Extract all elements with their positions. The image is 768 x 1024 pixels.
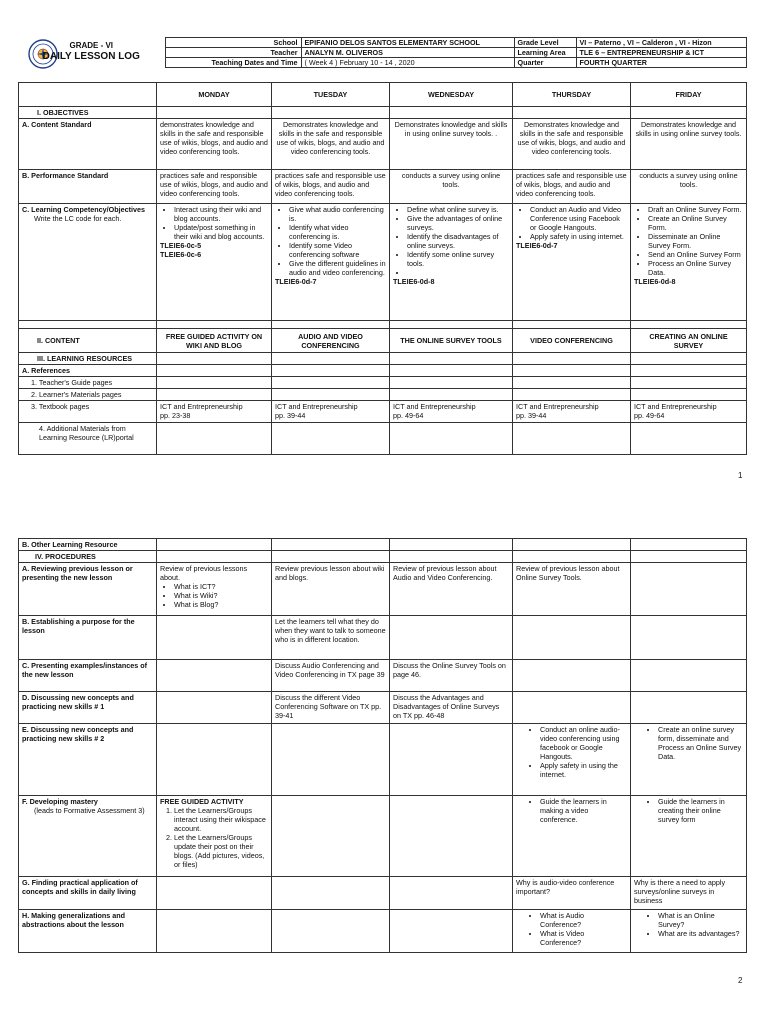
content-standard-mon: demonstrates knowledge and skills in the safe and responsible use of wikis, blogs, and audio and video conferencing tools. — [157, 119, 272, 170]
procedure-g-fri: Why is there a need to apply surveys/online surveys in business — [631, 877, 747, 910]
procedure-a-mon-text: Review of previous lessons about. — [160, 564, 248, 582]
procedure-a-wed: Review of previous lesson about Audio and Video Conferencing. — [390, 563, 513, 616]
grade-label: GRADE - VI — [69, 41, 114, 51]
list-item: • Apply safety in using internet. — [530, 232, 627, 241]
procedure-a-thu: Review of previous lesson about Online Survey Tools. — [513, 563, 631, 616]
list-item-empty — [407, 268, 509, 277]
list-item: 1. Let the Learners/Groups interact using their wikispace account. — [174, 806, 268, 833]
teachers-guide-label: 1. Teacher's Guide pages — [19, 377, 157, 389]
procedure-e-thu — [513, 724, 631, 796]
procedure-h-thu — [513, 910, 631, 953]
list-item: • Interact using their wiki and blog accounts. — [174, 205, 268, 223]
procedure-h-label: H. Making generalizations and abstractions about the lesson — [19, 910, 157, 953]
learning-area-label: Learning Area — [514, 48, 576, 58]
textbook-title: ICT and Entrepreneurship — [516, 402, 599, 411]
procedure-e-fri — [631, 724, 747, 796]
quarter-value: FOURTH QUARTER — [576, 58, 746, 68]
procedure-h-fri — [631, 910, 747, 953]
list-item: • Give what audio conferencing is. — [289, 205, 386, 223]
content-standard-fri: Demonstrates knowledge and skills in using online survey tools. — [631, 119, 747, 170]
procedure-a-tue: Review previous lesson about wiki and blogs. — [272, 563, 390, 616]
lc-code: TLEIE6-0d-8 — [393, 277, 435, 286]
textbook-title: ICT and Entrepreneurship — [160, 402, 243, 411]
competency-wed — [390, 204, 513, 321]
list-item: • What are its advantages? — [658, 929, 743, 938]
performance-standard-tue: practices safe and responsible use of wikis, blogs, and audio and video conferencing tools. — [272, 170, 390, 204]
competency-mon — [157, 204, 272, 321]
textbook-label: 3. Textbook pages — [19, 401, 157, 423]
procedures-label: IV. PROCEDURES — [19, 551, 157, 563]
lc-code: TLEIE6-0d-7 — [516, 241, 558, 250]
textbook-title: ICT and Entrepreneurship — [275, 402, 358, 411]
textbook-pages: pp. 39-44 — [275, 411, 306, 420]
list-item: • Draft an Online Survey Form. — [648, 205, 743, 214]
procedure-c-label: C. Presenting examples/instances of the new lesson — [19, 660, 157, 692]
procedure-b-label: B. Establishing a purpose for the lesson — [19, 616, 157, 660]
page-2 — [0, 530, 768, 1024]
list-item: • Guide the learners in creating their online survey form — [658, 797, 743, 824]
procedure-f-fri — [631, 796, 747, 877]
quarter-label: Quarter — [514, 58, 576, 68]
list-item: • Give the different guidelines in audio and video conferencing. — [289, 259, 386, 277]
list-item: • Process an Online Survey Data. — [648, 259, 743, 277]
list-item: 2. Let the Learners/Groups update their post on their blogs. (Add pictures, videos, or files) — [174, 833, 268, 869]
textbook-tue — [272, 401, 390, 423]
day-wednesday: WEDNESDAY — [390, 83, 513, 107]
lc-code: TLEIE6-0c-5 — [160, 241, 202, 250]
day-friday: FRIDAY — [631, 83, 747, 107]
additional-materials-label: 4. Additional Materials from Learning Resource (LR)portal — [19, 423, 157, 455]
content-fri: CREATING AN ONLINE SURVEY — [631, 329, 747, 353]
performance-standard-thu: practices safe and responsible use of wikis, blogs, and audio and video conferencing tools. — [513, 170, 631, 204]
textbook-mon — [157, 401, 272, 423]
competency-fri — [631, 204, 747, 321]
procedure-f-cell — [19, 796, 157, 877]
list-item: • Update/post something in their wiki and blog accounts. — [174, 223, 268, 241]
header-table — [18, 37, 747, 68]
dates-label: Teaching Dates and Time — [165, 58, 301, 68]
list-item: • Create an Online Survey Form. — [648, 214, 743, 232]
day-monday: MONDAY — [157, 83, 272, 107]
textbook-pages: pp. 49-64 — [634, 411, 665, 420]
list-item: • What is an Online Survey? — [658, 911, 743, 929]
competency-sub: Write the LC code for each. — [34, 214, 122, 223]
list-item: • What is Audio Conference? — [540, 911, 627, 929]
list-item: • Define what online survey is. — [407, 205, 509, 214]
list-item: • Guide the learners in making a video conference. — [540, 797, 627, 824]
learning-area-value: TLE 6 – ENTREPRENEURSHIP & ICT — [576, 48, 746, 58]
procedure-d-label: D. Discussing new concepts and practicing new skills # 1 — [19, 692, 157, 724]
competency-cell — [19, 204, 157, 321]
resources-label: III. LEARNING RESOURCES — [19, 353, 157, 365]
textbook-thu — [513, 401, 631, 423]
content-standard-thu: Demonstrates knowledge and skills in the safe and responsible use of wikis, blogs, and audio and video conferencing tools. — [513, 119, 631, 170]
textbook-title: ICT and Entrepreneurship — [393, 402, 476, 411]
list-item: • What is Blog? — [174, 600, 268, 609]
list-item: • What is Wiki? — [174, 591, 268, 600]
teacher-value: ANALYN M. OLIVEROS — [301, 48, 514, 58]
lc-code: TLEIE6-0d-8 — [634, 277, 676, 286]
day-tuesday: TUESDAY — [272, 83, 390, 107]
content-tue: AUDIO AND VIDEO CONFERENCING — [272, 329, 390, 353]
performance-standard-mon: practices safe and responsible use of wikis, blogs, and audio and video conferencing tools. — [157, 170, 272, 204]
procedure-d-tue: Discuss the different Video Conferencing Software on TX pp. 39-41 — [272, 692, 390, 724]
grade-level-label: Grade Level — [514, 38, 576, 48]
textbook-wed — [390, 401, 513, 423]
page-1 — [0, 0, 768, 490]
corner-cell — [19, 83, 157, 107]
procedure-e-label: E. Discussing new concepts and practicing new skills # 2 — [19, 724, 157, 796]
lesson-table-page1 — [18, 82, 747, 455]
document-title: DAILY LESSON LOG — [42, 51, 140, 63]
content-mon: FREE GUIDED ACTIVITY ON WIKI AND BLOG — [157, 329, 272, 353]
content-thu: VIDEO CONFERENCING — [513, 329, 631, 353]
competency-label: C. Learning Competency/Objectives — [22, 205, 146, 214]
procedure-c-tue: Discuss Audio Conferencing and Video Conferencing in TX page 39 — [272, 660, 390, 692]
list-item: • Give the advantages of online surveys. — [407, 214, 509, 232]
performance-standard-label: B. Performance Standard — [19, 170, 157, 204]
competency-tue — [272, 204, 390, 321]
lc-code: TLEIE6-0d-7 — [275, 277, 317, 286]
list-item: • Apply safety in using the internet. — [540, 761, 627, 779]
page-number: 1 — [738, 471, 743, 480]
school-value: EPIFANIO DELOS SANTOS ELEMENTARY SCHOOL — [301, 38, 514, 48]
content-label: II. CONTENT — [19, 329, 157, 353]
textbook-pages: pp. 49-64 — [393, 411, 424, 420]
procedure-b-tue: Let the learners tell what they do when they want to talk to someone who is in different location. — [272, 616, 390, 660]
procedure-f-sub: (leads to Formative Assessment 3) — [34, 806, 145, 815]
procedure-f-mon — [157, 796, 272, 877]
teacher-label: Teacher — [165, 48, 301, 58]
learners-materials-label: 2. Learner's Materials pages — [19, 389, 157, 401]
list-item: • Identify some online survey tools. — [407, 250, 509, 268]
school-label: School — [165, 38, 301, 48]
list-item: • Conduct an online audio-video conferencing using facebook or Google Hangouts. — [540, 725, 627, 761]
list-item: • Identify what video conferencing is. — [289, 223, 386, 241]
list-item: • Send an Online Survey Form — [648, 250, 743, 259]
day-thursday: THURSDAY — [513, 83, 631, 107]
performance-standard-fri: conducts a survey using online tools. — [631, 170, 747, 204]
content-wed: THE ONLINE SURVEY TOOLS — [390, 329, 513, 353]
textbook-title: ICT and Entrepreneurship — [634, 402, 717, 411]
list-item: • Conduct an Audio and Video Conference using Facebook or Google Hangouts. — [530, 205, 627, 232]
page-number: 2 — [738, 976, 743, 985]
textbook-pages: pp. 23-38 — [160, 411, 191, 420]
procedure-a-label: A. Reviewing previous lesson or presenting the new lesson — [19, 563, 157, 616]
content-standard-wed: Demonstrates knowledge and skills in using online survey tools. . — [390, 119, 513, 170]
list-item: • Identify the disadvantages of online surveys. — [407, 232, 509, 250]
list-item: • Identify some Video conferencing software — [289, 241, 386, 259]
list-item: • What is ICT? — [174, 582, 268, 591]
performance-standard-wed: conducts a survey using online tools. — [390, 170, 513, 204]
references-label: A. References — [19, 365, 157, 377]
other-resource-label: B. Other Learning Resource — [19, 539, 157, 551]
lc-code: TLEIE6-0c-6 — [160, 250, 202, 259]
content-standard-label: A. Content Standard — [19, 119, 157, 170]
procedure-g-thu: Why is audio-video conference important? — [513, 877, 631, 910]
procedure-g-label: G. Finding practical application of concepts and skills in daily living — [19, 877, 157, 910]
procedure-c-wed: Discuss the Online Survey Tools on page 46. — [390, 660, 513, 692]
procedure-d-wed: Discuss the Advantages and Disadvantages of Online Surveys on TX pp. 46-48 — [390, 692, 513, 724]
procedure-f-mon-title: FREE GUIDED ACTIVITY — [160, 797, 244, 806]
grade-level-value: VI – Paterno , VI – Calderon , VI - Hizon — [576, 38, 746, 48]
list-item: • Create an online survey form, disseminate and Process an Online Survey Data. — [658, 725, 743, 761]
textbook-pages: pp. 39-44 — [516, 411, 547, 420]
list-item: • What is Video Conference? — [540, 929, 627, 947]
lesson-table-page2 — [18, 538, 747, 953]
procedure-f-thu — [513, 796, 631, 877]
procedure-a-mon — [157, 563, 272, 616]
content-standard-tue: Demonstrates knowledge and skills in the safe and responsible use of wikis, blogs, and audio and video conferencing tools. — [272, 119, 390, 170]
objectives-label: I. OBJECTIVES — [19, 107, 157, 119]
procedure-f-label: F. Developing mastery — [22, 797, 98, 806]
competency-thu — [513, 204, 631, 321]
textbook-fri — [631, 401, 747, 423]
list-item: • Disseminate an Online Survey Form. — [648, 232, 743, 250]
dates-value: ( Week 4 ) February 10 - 14 , 2020 — [301, 58, 514, 68]
